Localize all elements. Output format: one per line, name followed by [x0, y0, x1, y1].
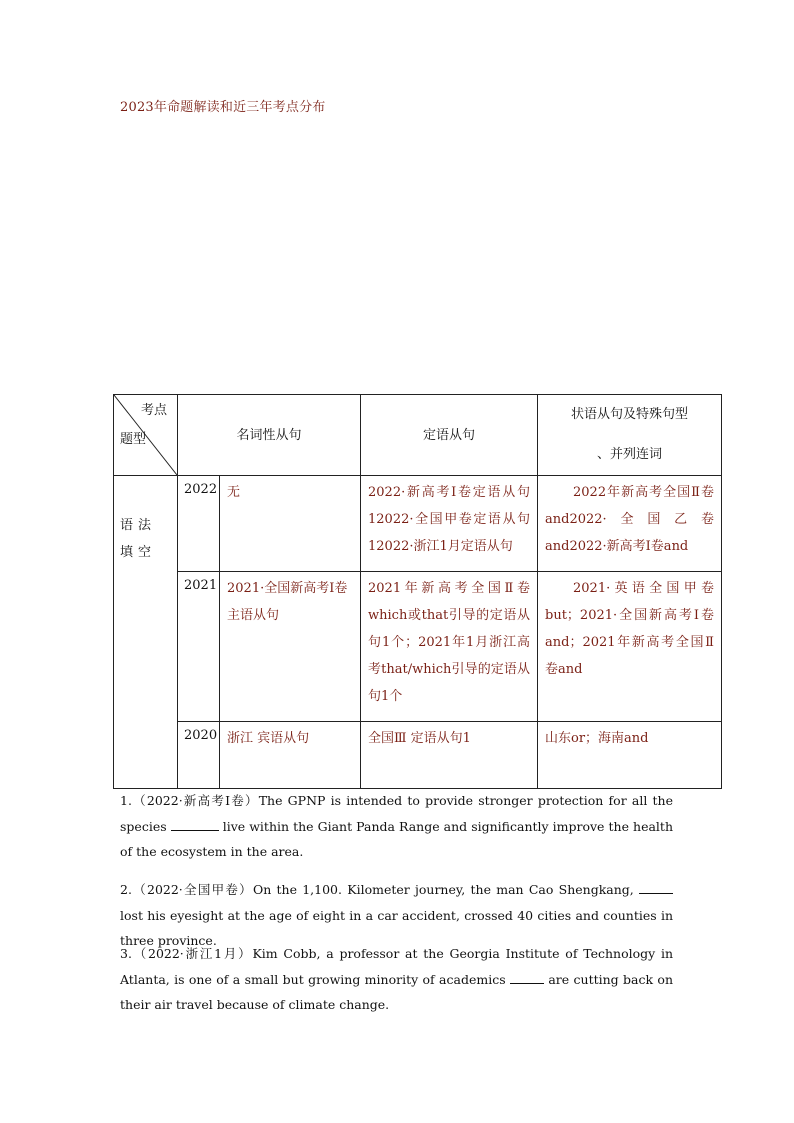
attr-clause-cell: 2021年新高考全国Ⅱ卷which或that引导的定语从句1个；2021年1月浙江高考that/which引导的定语从句1个	[361, 572, 538, 722]
corner-cell	[114, 395, 178, 476]
question-text-after: lost his eyesight at the age of eight in a car accident, crossed 40 cities and counties in three province.	[120, 907, 673, 948]
question-1	[120, 788, 673, 865]
question-3	[120, 941, 673, 1018]
corner-top-label: 考点	[140, 403, 167, 418]
attr-clause-cell: 2022·新高考Ⅰ卷定语从句12022·全国甲卷定语从句12022·浙江1月定语从句	[361, 476, 538, 572]
corner-bottom-label: 题型	[120, 432, 147, 447]
answer-blank[interactable]	[639, 879, 673, 894]
noun-clause-cell: 2021·全国新高考Ⅰ卷主语从句	[220, 572, 361, 722]
header-adv-clause	[538, 395, 722, 476]
noun-clause-cell: 无	[220, 476, 361, 572]
question-text-after: are cutting back on their air travel because of climate change.	[120, 971, 673, 1012]
year-cell: 2020	[178, 722, 220, 789]
question-text-before: Kim Cobb, a professor at the Georgia Institute of Technology in Atlanta, is one of a small but growing minority of academics	[120, 946, 673, 987]
answer-blank[interactable]	[171, 816, 219, 831]
table-header-row	[114, 395, 722, 476]
noun-clause-cell: 浙江 宾语从句	[220, 722, 361, 789]
question-text-after: live within the Giant Panda Range and significantly improve the health of the ecosystem in the area.	[120, 818, 673, 859]
adv-clause-cell: 2021·英语全国甲卷but；2021·全国新高考Ⅰ卷and；2021年新高考全国Ⅱ卷and	[538, 572, 722, 722]
header-adv-line2: 、并列连词	[597, 447, 663, 462]
answer-blank[interactable]	[510, 969, 544, 984]
question-source: 3.（2022·浙江1月）	[120, 946, 253, 961]
question-source: 1.（2022·新高考Ⅰ卷）	[120, 793, 259, 808]
table-row	[114, 722, 722, 789]
year-cell: 2022	[178, 476, 220, 572]
header-attr-clause: 定语从句	[361, 395, 538, 476]
header-adv-line1: 状语从句及特殊句型	[571, 407, 689, 422]
table-row	[114, 572, 722, 722]
adv-clause-cell: 山东or；海南and	[538, 722, 722, 789]
question-text-before: The GPNP is intended to provide stronger protection for all the species	[120, 793, 673, 834]
question-source: 2.（2022·全国甲卷）	[120, 882, 253, 897]
adv-clause-cell: 2022年新高考全国Ⅱ卷and2022·全国乙卷and2022·新高考Ⅰ卷and	[538, 476, 722, 572]
exam-points-table	[113, 394, 722, 789]
attr-clause-cell: 全国Ⅲ 定语从句1	[361, 722, 538, 789]
header-noun-clause: 名词性从句	[178, 395, 361, 476]
page-title: 2023年命题解读和近三年考点分布	[120, 100, 326, 115]
year-cell: 2021	[178, 572, 220, 722]
category-cell: 语法填空	[114, 476, 178, 789]
table-row	[114, 476, 722, 572]
question-text-before: On the 1,100. Kilometer journey, the man Cao Shengkang,	[252, 882, 639, 897]
